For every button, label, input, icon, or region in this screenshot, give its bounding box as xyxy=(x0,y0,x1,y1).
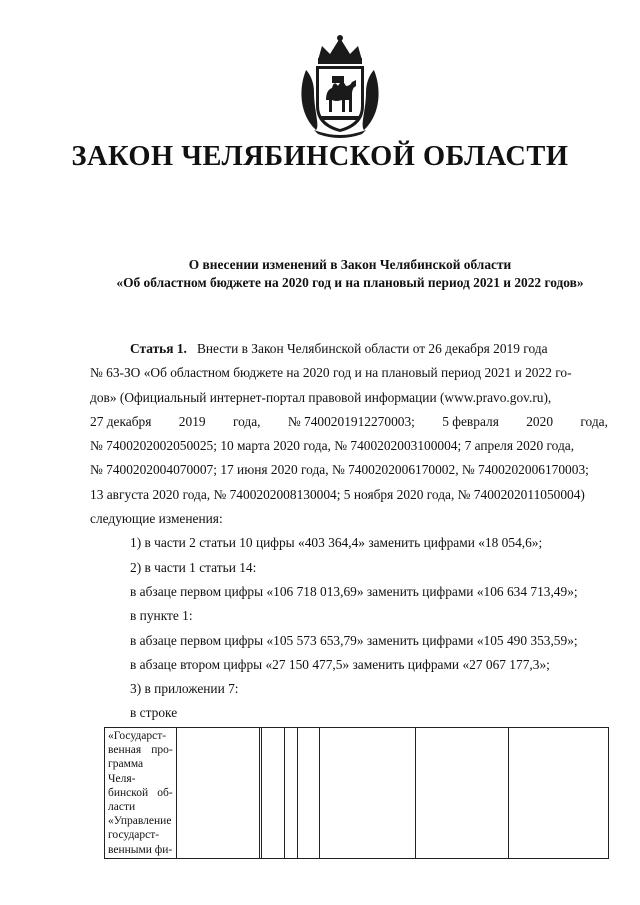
subject-line-1: О внесении изменений в Закон Челябинской области xyxy=(188,257,512,272)
line4-part: года, xyxy=(580,413,608,429)
change-item: в абзаце первом цифры «106 718 013,69» заменить цифрами «106 634 713,49»; xyxy=(130,583,578,599)
line4-part: 2020 xyxy=(526,413,554,429)
article-text-line-5-row xyxy=(90,434,608,458)
line4-part: 2019 xyxy=(178,413,206,429)
article-text-line-8: следующие изменения: xyxy=(90,511,223,527)
table-cell xyxy=(284,728,298,859)
table-cell xyxy=(415,728,509,859)
change-item: в пункте 1: xyxy=(130,608,193,624)
article-heading: Статья 1. xyxy=(130,341,187,356)
law-subject xyxy=(60,256,640,292)
article-text-line-4 xyxy=(90,410,608,434)
article-text-line-7-row xyxy=(90,483,608,507)
table-cell xyxy=(298,728,320,859)
change-item: 2) в части 1 статьи 14: xyxy=(130,559,257,575)
table-cell xyxy=(509,728,609,859)
line4-part: 5 февраля xyxy=(442,413,499,429)
line4-part: № 7400201912270003; xyxy=(287,413,415,429)
table-cell xyxy=(320,728,416,859)
article-text-line-3: дов» (Официальный интернет-портал правовой информации (www.pravo.gov.ru), xyxy=(90,389,552,405)
article-text-line-2-row xyxy=(90,361,608,385)
change-item: в абзаце первом цифры «105 573 653,79» заменить цифрами «105 490 353,59»; xyxy=(130,632,578,648)
article-text-line-6-row xyxy=(90,458,608,482)
article-1 xyxy=(90,337,608,726)
article-1-intro xyxy=(90,337,608,361)
table-cell xyxy=(176,728,259,859)
article-text-line-7: 13 августа 2020 года, № 7400202008130004; 5 ноября 2020 года, № 7400202011050004) xyxy=(90,486,585,502)
table-cell-program-name: «Государст-венная про-грамма Челя-бинской об-ласти «Управление государст-венными фи- xyxy=(105,728,177,859)
article-text-line-8-row xyxy=(90,507,608,531)
law-title: ЗАКОН ЧЕЛЯБИНСКОЙ ОБЛАСТИ xyxy=(71,140,569,172)
line4-part: года, xyxy=(232,413,261,429)
line4-part: 27 декабря xyxy=(90,413,152,429)
change-item: в строке xyxy=(130,705,178,721)
change-item: 3) в приложении 7: xyxy=(130,681,239,697)
article-text-line-5: № 7400202002050025; 10 марта 2020 года, № 7400202003100004; 7 апреля 2020 года, xyxy=(90,438,575,454)
appendix-table-row xyxy=(104,727,609,859)
change-item: 1) в части 2 статьи 10 цифры «403 364,4» заменить цифрами «18 054,6»; xyxy=(130,535,543,551)
change-item: в абзаце втором цифры «27 150 477,5» заменить цифрами «27 067 177,3»; xyxy=(130,656,550,672)
coat-of-arms-icon xyxy=(296,30,384,138)
article-text-line-2: № 63-ЗО «Об областном бюджете на 2020 год и на плановый период 2021 и 2022 го- xyxy=(90,365,572,381)
article-text-line-3-row xyxy=(90,386,608,410)
subject-line-2: «Об областном бюджете на 2020 год и на плановый период 2021 и 2022 годов» xyxy=(116,275,584,290)
article-text-line-1: Внести в Закон Челябинской области от 26 декабря 2019 года xyxy=(196,341,548,356)
article-text-line-6: № 7400202004070007; 17 июня 2020 года, № 7400202006170002, № 7400202006170003; xyxy=(90,462,589,478)
table-cell xyxy=(261,728,284,859)
